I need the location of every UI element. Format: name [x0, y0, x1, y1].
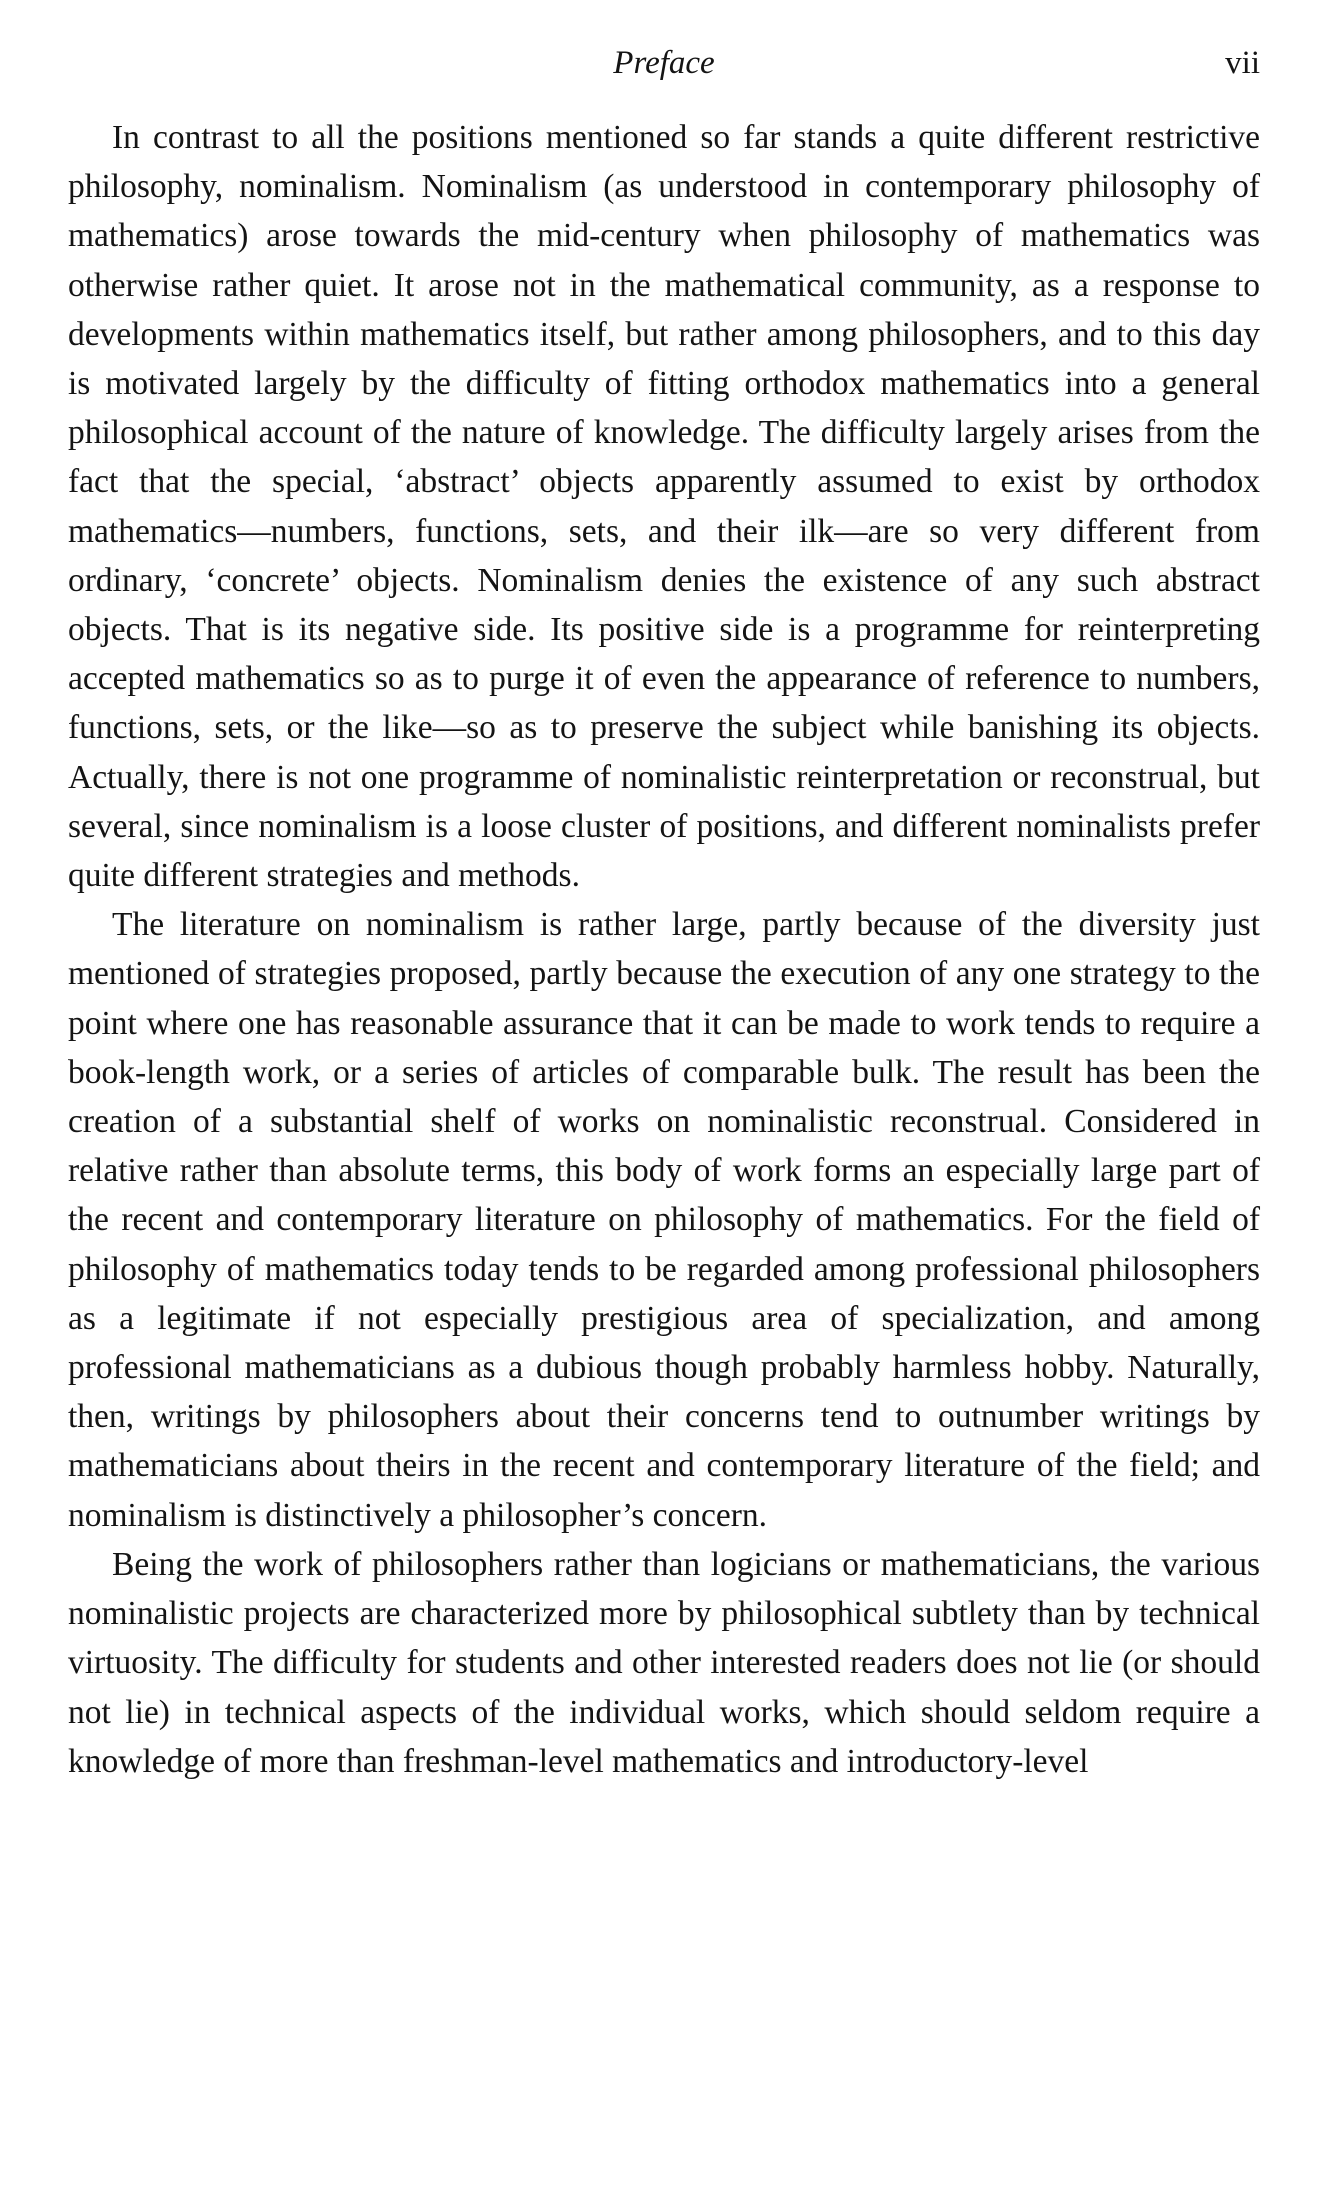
body-text	[68, 113, 1260, 1786]
paragraph-2: The literature on nominalism is rather large, partly because of the diversity just mentioned of strategies proposed, partly because the execution of any one strategy to the point where one has reasonable assurance that it can be made to work tends to require a book-length work, or a series of articles of comparable bulk. The result has been the creation of a substantial shelf of works on nominalistic reconstrual. Considered in relative rather than absolute terms, this body of work forms an especially large part of the recent and contemporary literature on philosophy of mathematics. For the field of philosophy of mathematics today tends to be regarded among professional philosophers as a legitimate if not especially prestigious area of specialization, and among professional mathematicians as a dubious though probably harmless hobby. Naturally, then, writings by philosophers about their concerns tend to outnumber writings by mathematicians about theirs in the recent and contemporary literature of the field; and nominalism is distinctively a philosopher’s concern.	[68, 906, 1260, 1534]
running-head	[68, 38, 1260, 88]
paragraph-3: Being the work of philosophers rather than logicians or mathematicians, the various nominalistic projects are characterized more by philosophical subtlety than by technical virtuosity. The difficulty for students and other interested readers does not lie (or should not lie) in technical aspects of the individual works, which should seldom require a knowledge of more than freshman-level mathematics and introductory-level	[68, 1545, 1260, 1780]
paragraph-1: In contrast to all the positions mentioned so far stands a quite different restrictive philosophy, nominalism. Nominalism (as understood in contemporary philosophy of mathematics) arose towards the mid-century when philosophy of mathematics was otherwise rather quiet. It arose not in the mathematical community, as a response to developments within mathematics itself, but rather among philosophers, and to this day is motivated largely by the difficulty of fitting orthodox mathematics into a general philosophical account of the nature of knowledge. The difficulty largely arises from the fact that the special, ‘abstract’ objects apparently assumed to exist by orthodox mathematics—numbers, functions, sets, and their ilk—are so very different from ordinary, ‘concrete’ objects. Nominalism denies the existence of any such abstract objects. That is its negative side. Its positive side is a programme for reinterpreting accepted mathematics so as to purge it of even the appearance of reference to numbers, functions, sets, or the like—so as to preserve the subject while banishing its objects. Actually, there is not one programme of nominalistic reinterpretation or reconstrual, but several, since nominalism is a loose cluster of positions, and different nominalists prefer quite different strategies and methods.	[68, 119, 1260, 895]
running-title: Preface	[613, 45, 715, 81]
page-number: vii	[1225, 45, 1260, 81]
